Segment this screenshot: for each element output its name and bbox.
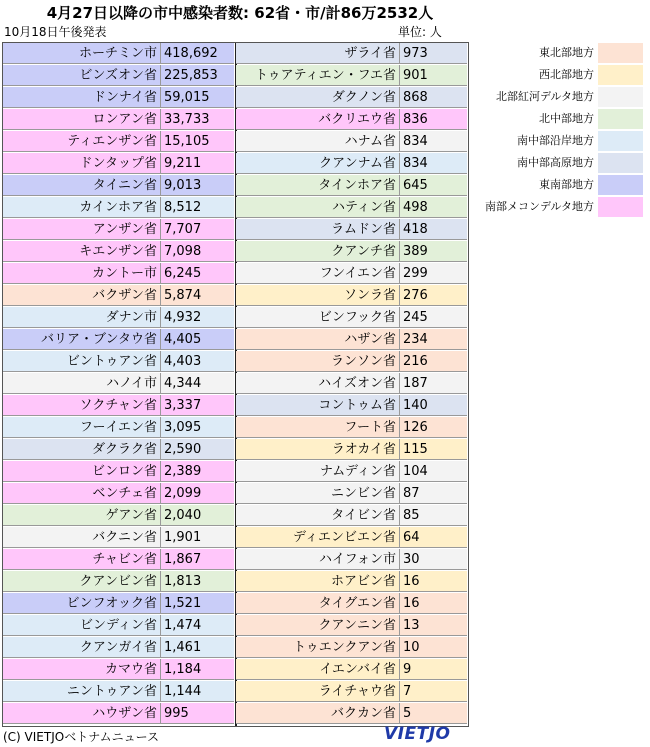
case-count: 3,095 [161, 417, 234, 438]
province-name: クアンガイ省 [3, 637, 161, 658]
legend-label: 南中部高原地方 [517, 156, 594, 169]
province-name: ビンフック省 [236, 307, 400, 328]
table-row [236, 395, 467, 417]
unit-note: 単位: 人 [398, 25, 442, 39]
case-count: 85 [400, 505, 467, 526]
table-row [3, 549, 234, 571]
case-count: 1,184 [161, 659, 234, 680]
legend-swatch [598, 197, 643, 217]
province-name: チャビン省 [3, 549, 161, 570]
case-count: 418 [400, 219, 467, 240]
case-count: 1,474 [161, 615, 234, 636]
province-name: ハウザン省 [3, 703, 161, 724]
case-count: 10 [400, 637, 467, 658]
province-name: カマウ省 [3, 659, 161, 680]
table-row [3, 681, 234, 703]
page-title: 4月27日以降の市中感染者数: 62省・市/計86万2532人 [46, 4, 434, 22]
province-name: ラムドン省 [236, 219, 400, 240]
table-row [236, 593, 467, 615]
case-count: 15,105 [161, 131, 234, 152]
province-name: バリア・ブンタウ省 [3, 329, 161, 350]
table-row [236, 175, 467, 197]
province-name: ビンロン省 [3, 461, 161, 482]
legend-item [481, 108, 643, 130]
case-count: 1,813 [161, 571, 234, 592]
province-name: コントゥム省 [236, 395, 400, 416]
province-name: ベンチェ省 [3, 483, 161, 504]
table-row [236, 527, 467, 549]
table-row [236, 571, 467, 593]
case-count: 4,932 [161, 307, 234, 328]
province-name: ダクノン省 [236, 87, 400, 108]
table-row [236, 285, 467, 307]
province-name: ビントゥアン省 [3, 351, 161, 372]
table-row [236, 263, 467, 285]
table-row [3, 175, 234, 197]
case-count: 834 [400, 131, 467, 152]
province-name: ソクチャン省 [3, 395, 161, 416]
case-count: 4,405 [161, 329, 234, 350]
table-row [3, 219, 234, 241]
table-row [3, 197, 234, 219]
table-row [3, 131, 234, 153]
legend-item [481, 42, 643, 64]
province-name: ハノイ市 [3, 373, 161, 394]
province-name: ドンタップ省 [3, 153, 161, 174]
case-count: 1,144 [161, 681, 234, 702]
province-name: ティエンザン省 [3, 131, 161, 152]
table-row [3, 417, 234, 439]
case-count: 187 [400, 373, 467, 394]
vietjo-logo: VIETJO [384, 724, 451, 744]
legend-swatch [598, 131, 643, 151]
legend-swatch [598, 153, 643, 173]
province-name: ランソン省 [236, 351, 400, 372]
case-count: 16 [400, 593, 467, 614]
table-row [3, 109, 234, 131]
case-count: 7 [400, 681, 467, 702]
province-name: クアンナム省 [236, 153, 400, 174]
province-name: バクザン省 [3, 285, 161, 306]
table-row [3, 703, 234, 725]
case-count: 6,245 [161, 263, 234, 284]
case-count: 216 [400, 351, 467, 372]
legend-label: 東北部地方 [539, 46, 594, 59]
legend-label: 北部紅河デルタ地方 [495, 90, 594, 103]
case-count: 9,013 [161, 175, 234, 196]
copyright-footer: (C) VIETJOベトナムニュース [3, 730, 160, 744]
province-name: クアンチ省 [236, 241, 400, 262]
table-row [236, 505, 467, 527]
province-name: カインホア省 [3, 197, 161, 218]
legend-item [481, 152, 643, 174]
case-count: 498 [400, 197, 467, 218]
case-count: 5 [400, 703, 467, 724]
legend-item [481, 130, 643, 152]
province-name: ハイズオン省 [236, 373, 400, 394]
province-name: カントー市 [3, 263, 161, 284]
province-name: バクニン省 [3, 527, 161, 548]
case-count: 1,867 [161, 549, 234, 570]
province-name: ザライ省 [236, 43, 400, 64]
province-name: ドンナイ省 [3, 87, 161, 108]
table-row [3, 395, 234, 417]
province-name: イエンバイ省 [236, 659, 400, 680]
table-row [3, 615, 234, 637]
province-name: タイグエン省 [236, 593, 400, 614]
table-row [3, 505, 234, 527]
province-name: トゥアティエン・フエ省 [236, 65, 400, 86]
case-count: 2,590 [161, 439, 234, 460]
case-count: 995 [161, 703, 234, 724]
case-count: 104 [400, 461, 467, 482]
table-row [3, 153, 234, 175]
case-count: 836 [400, 109, 467, 130]
province-name: バクリエウ省 [236, 109, 400, 130]
province-name: トゥエンクアン省 [236, 637, 400, 658]
table-row [236, 373, 467, 395]
case-count: 7,098 [161, 241, 234, 262]
table-row [236, 637, 467, 659]
legend-swatch [598, 43, 643, 63]
table-row [236, 329, 467, 351]
table-row [236, 43, 467, 65]
province-name: クアンビン省 [3, 571, 161, 592]
table-row [236, 703, 467, 725]
table-row [3, 483, 234, 505]
case-count: 4,344 [161, 373, 234, 394]
case-count: 16 [400, 571, 467, 592]
case-count: 4,403 [161, 351, 234, 372]
province-name: ゲアン省 [3, 505, 161, 526]
legend-label: 南部メコンデルタ地方 [484, 200, 594, 213]
table-row [236, 615, 467, 637]
province-name: キエンザン省 [3, 241, 161, 262]
legend-item [481, 174, 643, 196]
case-count: 418,692 [161, 43, 234, 64]
case-count: 59,015 [161, 87, 234, 108]
legend-swatch [598, 175, 643, 195]
table-row [3, 439, 234, 461]
table-row [3, 571, 234, 593]
case-count: 9 [400, 659, 467, 680]
province-name: ビンズオン省 [3, 65, 161, 86]
province-name: クアンニン省 [236, 615, 400, 636]
case-count: 834 [400, 153, 467, 174]
table-row [236, 65, 467, 87]
table-row [3, 373, 234, 395]
province-name: ダナン市 [3, 307, 161, 328]
case-count: 87 [400, 483, 467, 504]
case-count: 9,211 [161, 153, 234, 174]
province-name: タインホア省 [236, 175, 400, 196]
case-count: 276 [400, 285, 467, 306]
table-row [3, 329, 234, 351]
table-row [3, 637, 234, 659]
case-count: 389 [400, 241, 467, 262]
case-count: 901 [400, 65, 467, 86]
table-row [236, 659, 467, 681]
province-name: アンザン省 [3, 219, 161, 240]
province-name: ホアビン省 [236, 571, 400, 592]
table-row [3, 65, 234, 87]
case-count: 33,733 [161, 109, 234, 130]
case-count: 645 [400, 175, 467, 196]
table-row [236, 197, 467, 219]
date-note: 10月18日午後発表 [4, 25, 107, 39]
table-row [3, 263, 234, 285]
table-row [236, 461, 467, 483]
table-row [236, 417, 467, 439]
table-row [3, 659, 234, 681]
case-count: 3,337 [161, 395, 234, 416]
case-count: 13 [400, 615, 467, 636]
legend-item [481, 64, 643, 86]
table-row [236, 87, 467, 109]
legend-label: 南中部沿岸地方 [517, 134, 594, 147]
table-row [3, 43, 234, 65]
table-row [236, 153, 467, 175]
case-count: 868 [400, 87, 467, 108]
case-count: 1,521 [161, 593, 234, 614]
legend-swatch [598, 65, 643, 85]
province-name: フンイエン省 [236, 263, 400, 284]
table-row [236, 219, 467, 241]
case-count: 126 [400, 417, 467, 438]
case-count: 245 [400, 307, 467, 328]
table-row [236, 681, 467, 703]
case-count: 2,389 [161, 461, 234, 482]
case-count: 234 [400, 329, 467, 350]
case-count: 225,853 [161, 65, 234, 86]
province-name: バクカン省 [236, 703, 400, 724]
province-name: ビンフオック省 [3, 593, 161, 614]
table-row [236, 483, 467, 505]
case-count: 5,874 [161, 285, 234, 306]
province-name: ディエンビエン省 [236, 527, 400, 548]
province-name: ハザン省 [236, 329, 400, 350]
legend-swatch [598, 87, 643, 107]
province-name: ラオカイ省 [236, 439, 400, 460]
case-count: 973 [400, 43, 467, 64]
legend-item [481, 196, 643, 218]
province-name: フート省 [236, 417, 400, 438]
legend-label: 北中部地方 [539, 112, 594, 125]
table-row [3, 461, 234, 483]
case-count: 7,707 [161, 219, 234, 240]
legend-label: 東南部地方 [539, 178, 594, 191]
table-row [3, 285, 234, 307]
case-count: 1,461 [161, 637, 234, 658]
province-name: ロンアン省 [3, 109, 161, 130]
table-row [3, 87, 234, 109]
table-row [3, 527, 234, 549]
province-name: ライチャウ省 [236, 681, 400, 702]
table-row [236, 439, 467, 461]
province-name: ダクラク省 [3, 439, 161, 460]
case-count: 1,901 [161, 527, 234, 548]
case-table [2, 42, 469, 727]
province-name: ソンラ省 [236, 285, 400, 306]
legend-item [481, 86, 643, 108]
case-count: 64 [400, 527, 467, 548]
province-name: タイニン省 [3, 175, 161, 196]
table-row [3, 593, 234, 615]
table-row [3, 351, 234, 373]
province-name: ホーチミン市 [3, 43, 161, 64]
province-name: ナムディン省 [236, 461, 400, 482]
case-count: 8,512 [161, 197, 234, 218]
table-row [3, 307, 234, 329]
province-name: ニンビン省 [236, 483, 400, 504]
table-row [236, 549, 467, 571]
province-name: タイビン省 [236, 505, 400, 526]
table-row [236, 109, 467, 131]
case-count: 115 [400, 439, 467, 460]
table-row [236, 241, 467, 263]
province-name: フーイエン省 [3, 417, 161, 438]
legend-label: 西北部地方 [539, 68, 594, 81]
province-name: ハナム省 [236, 131, 400, 152]
case-count: 299 [400, 263, 467, 284]
legend-swatch [598, 109, 643, 129]
province-name: ビンディン省 [3, 615, 161, 636]
case-count: 30 [400, 549, 467, 570]
table-row [236, 131, 467, 153]
case-count: 140 [400, 395, 467, 416]
case-count: 2,040 [161, 505, 234, 526]
province-name: ハイフォン市 [236, 549, 400, 570]
table-row [3, 241, 234, 263]
table-row [236, 307, 467, 329]
case-count: 2,099 [161, 483, 234, 504]
table-row [236, 351, 467, 373]
province-name: ハティン省 [236, 197, 400, 218]
province-name: ニントゥアン省 [3, 681, 161, 702]
